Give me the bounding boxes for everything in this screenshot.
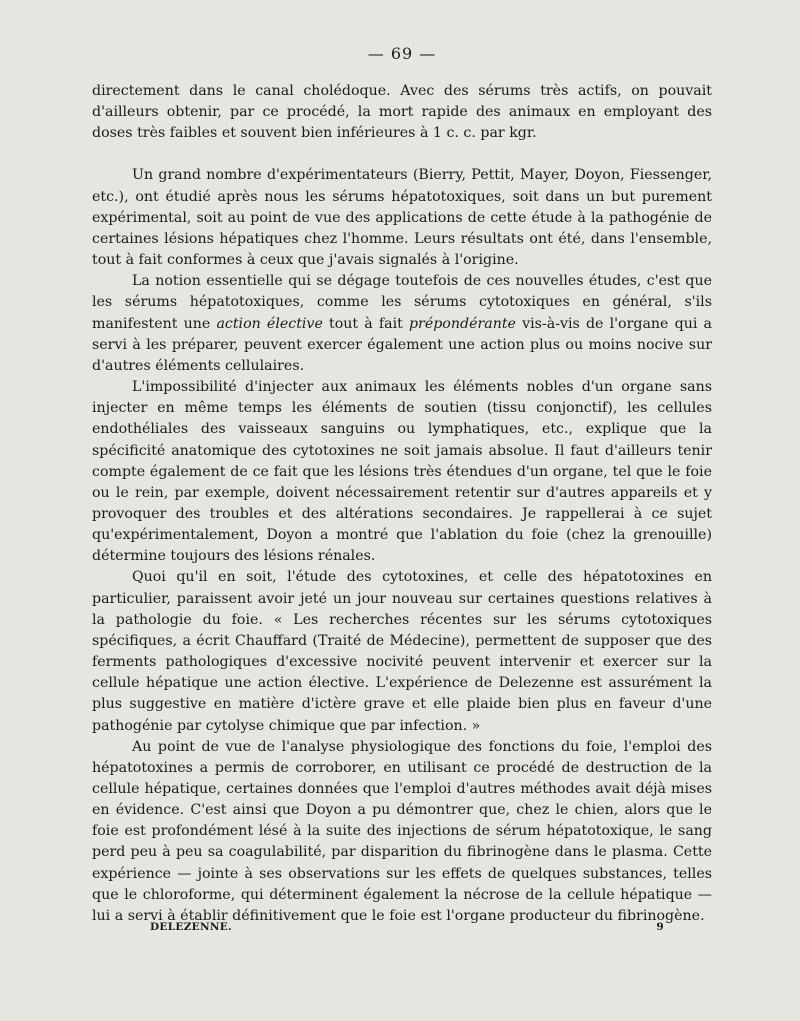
page-number: — 69 — [367, 44, 437, 63]
emphasis-action-elective: action élective [216, 315, 323, 332]
paragraph-3-text-a: La notion essentielle qui se dégage toutefois de ces nouvelles études, c'est que les sérums hépatotoxiques, comme les sérums cytotoxiques en général, s'ils manifestent une [92, 273, 712, 332]
paragraph-2: Un grand nombre d'expérimentateurs (Bierry, Pettit, Mayer, Doyon, Fiessenger, etc.), ont étudié après nous les sérums hépatotoxiques, soit dans un but purement expérimental, soit au point de vue des applications de cette étude à la pathogénie de certaines lésions hépatiques chez l'homme. Leurs résultats ont été, dans l'ensemble, tout à fait conformes à ceux que j'avais signalés à l'origine. [92, 167, 712, 269]
page-footer [150, 921, 664, 933]
paragraph-6: Au point de vue de l'analyse physiologique des fonctions du foie, l'emploi des hépatotoxines a permis de corroborer, en utilisant ce procédé de destruction de la cellule hépatique, certaines données que l'emploi d'autres méthodes avait déjà mises en évidence. C'est ainsi que Doyon a pu démontrer que, chez le chien, alors que le foie est profondément lésé à la suite des injections de sérum hépatotoxique, le sang perd peu à peu sa coagulabilité, par disparition du fibrinogène dans le plasma. Cette expérience — jointe à ses observations sur les effets de quelques substances, telles que le chloroforme, qui déterminent également la nécrose de la cellule hépatique — lui a servi à établir définitivement que le foie est l'organe producteur du fibrinogène. [92, 738, 712, 924]
paragraph-3-text-b: tout à fait [322, 315, 409, 332]
paragraph-1: directement dans le canal cholédoque. Avec des sérums très actifs, on pouvait d'ailleurs obtenir, par ce procédé, la mort rapide des animaux en employant des doses très faibles et souvent bien inférieures à 1 c. c. par kgr. [92, 83, 712, 142]
footer-signature: 9 [656, 921, 664, 933]
emphasis-preponderante: prépondérante [408, 315, 516, 332]
footer-author: DELEZENNE. [150, 921, 233, 933]
paragraph-3-text-c: vis-à-vis de l'organe qui a servi à les préparer, peuvent exercer également une action plus ou moins nocive sur d'autres éléments cellulaires. [92, 315, 712, 374]
paragraph-5: Quoi qu'il en soit, l'étude des cytotoxines, et celle des hépatotoxines en particulier, paraissent avoir jeté un jour nouveau sur certaines questions relatives à la pathologie du foie. « Les recherches récentes sur les sérums cytotoxiques spécifiques, a écrit Chauffard (Traité de Médecine), permettent de supposer que des ferments pathologiques d'excessive nocivité peuvent intervenir et exercer sur la cellule hépatique une action élective. L'expérience de Delezenne est assurément la plus suggestive en matière d'ictère grave et elle plaide bien plus en faveur d'une pathogénie par cytolyse chimique que par infection. » [92, 569, 712, 734]
paragraph-4: L'impossibilité d'injecter aux animaux les éléments nobles d'un organe sans injecter en même temps les éléments de soutien (tissu conjonctif), les cellules endothéliales des vaisseaux sanguins ou lymphatiques, etc., explique que la spécificité anatomique des cytotoxines ne soit jamais absolue. Il faut d'ailleurs tenir compte également de ce fait que les lésions très étendues d'un organe, tel que le foie ou le rein, par exemple, doivent nécessairement retentir sur d'autres appareils et y provoquer des troubles et des altérations secondaires. Je rappellerai à ce sujet qu'expérimentalement, Doyon a montré que l'ablation du foie (chez la grenouille) détermine toujours des lésions rénales. [92, 379, 712, 565]
paragraph-3 [92, 271, 712, 377]
body-text [92, 81, 712, 927]
